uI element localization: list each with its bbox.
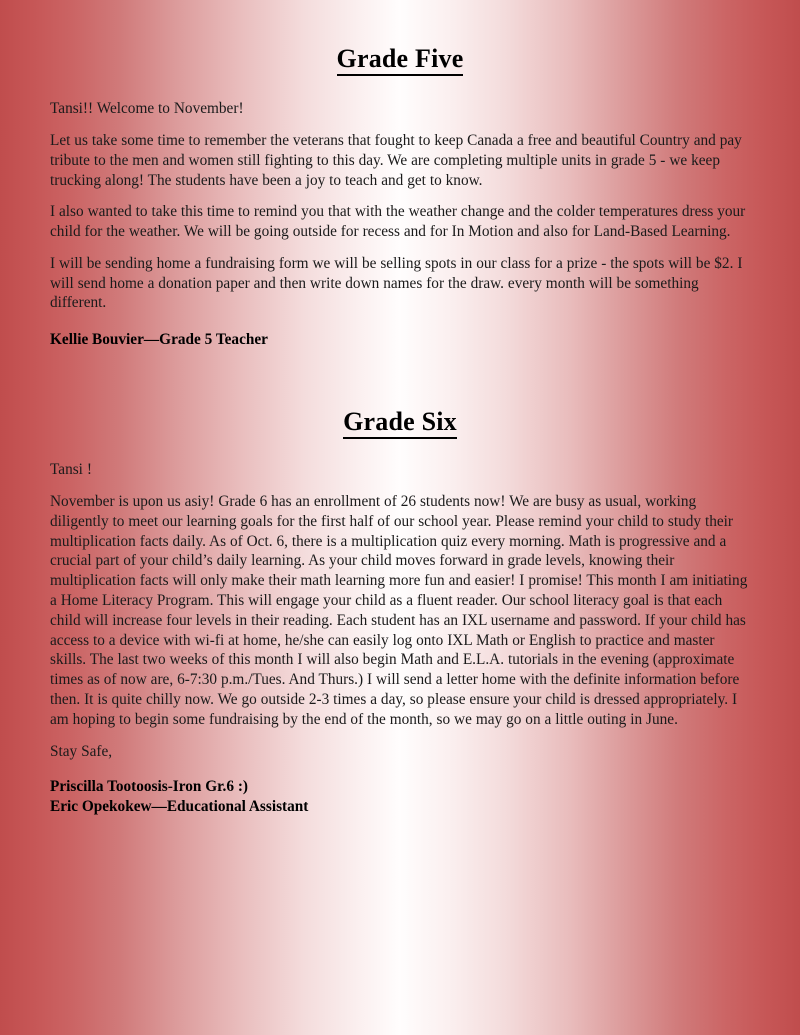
- grade-five-greeting: Tansi!! Welcome to November!: [50, 100, 244, 118]
- grade-six-greeting: Tansi !: [50, 461, 92, 479]
- grade-five-heading: [50, 0, 750, 76]
- grade-five-signature: [50, 330, 750, 350]
- grade-five-heading-text: Grade Five: [337, 44, 464, 76]
- grade-six-heading-text: Grade Six: [343, 407, 457, 439]
- grade-five-paragraph-fundraising: I will be sending home a fundraising form we will be selling spots in our class for a prize - the spots will be $2. I will send home a donation paper and then write down names for the draw. every month will be something different.: [50, 254, 743, 312]
- grade-five-paragraph-weather: I also wanted to take this time to remind you that with the weather change and the colder temperatures dress your child for the weather. We will be going outside for recess and for In Motion and also for Land-Based Learning.: [50, 203, 746, 241]
- grade-six-signature-line-assistant: Eric Opekokew—Educational Assistant: [50, 798, 309, 816]
- grade-six-signature-line-teacher: Priscilla Tootoosis-Iron Gr.6 :): [50, 778, 249, 796]
- grade-six-paragraph-main: November is upon us asiy! Grade 6 has an enrollment of 26 students now! We are busy as usual, working diligently to meet our learning goals for the first half of our school year. Please remind your child to study their multiplication facts daily. As of Oct. 6, there is a multiplication quiz every morning. Math is progressive and a crucial part of your child’s daily learning. As your child moves forward in grade levels, knowing their multiplication facts will only make their math learning more fun and easier! I promise! This month I am initiating a Home Literacy Program. This will engage your child as a fluent reader. Our school literacy goal is that each child will increase four levels in their reading. Each student has an IXL username and password. If your child has access to a device with wi-fi at home, he/she can easily log onto IXL Math or English to practice and master skills. The last two weeks of this month I will also begin Math and E.L.A. tutorials in the evening (approximate times as of now are, 6-7:30 p.m./Tues. And Thurs.) I will send a letter home with the definite information before then. It is quite chilly now. We go outside 2-3 times a day, so please ensure your child is dressed appropriately. I am hoping to begin some fundraising by the end of the month, so we may go on a little outing in June.: [50, 492, 748, 728]
- grade-six-closing: Stay Safe,: [50, 742, 113, 760]
- grade-five-signature-line-teacher: Kellie Bouvier—Grade 5 Teacher: [50, 331, 268, 349]
- grade-six-signature: [50, 777, 750, 817]
- grade-five-paragraph-veterans: Let us take some time to remember the veterans that fought to keep Canada a free and beautiful Country and pay tribute to the men and women still fighting to this day. We are completing multiple units in grade 5 - we keep trucking along! The students have been a joy to teach and get to know.: [50, 131, 742, 189]
- grade-six-heading: [50, 350, 750, 439]
